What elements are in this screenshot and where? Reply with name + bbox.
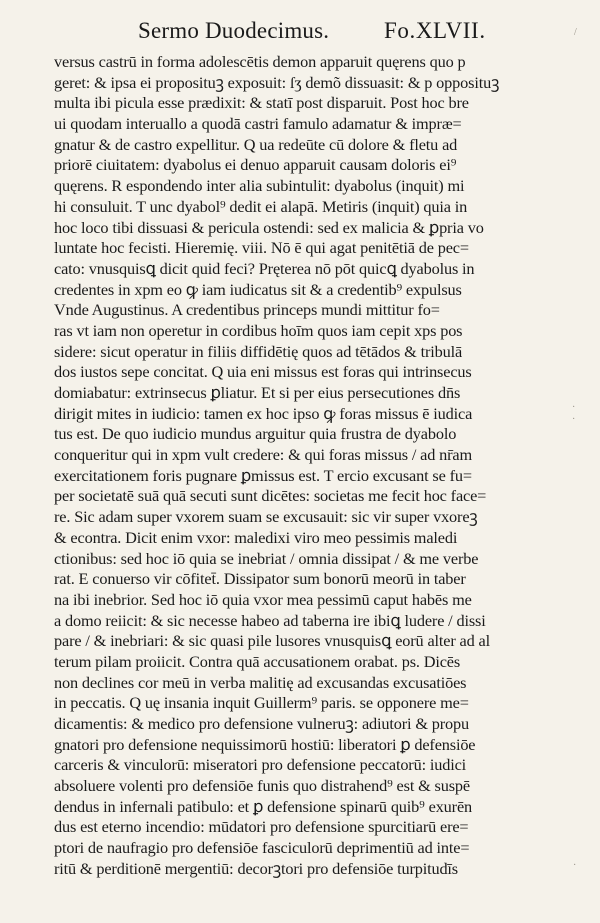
text-line: priorē ciuitatem: dyabolus ei denuo apparuit causam doloris ei⁹ xyxy=(54,155,457,175)
text-line: ras vt iam non operetur in cordibus hoīm quos iam cepit xps pos xyxy=(54,320,463,340)
text-line: dus est eterno incendio: mūdatori pro defensione spurcitiarū ere= xyxy=(54,817,469,837)
page-header xyxy=(138,18,538,50)
margin-mark: · xyxy=(573,860,577,871)
text-line: gnatur & de castro expellitur. Q ua redeūte cū dolore & fletu ad xyxy=(54,134,458,154)
text-line: per societatē suā quā secuti sunt dicētes: societas me fecit hoc face= xyxy=(54,486,487,506)
text-line: versus castrū in forma adolescētis demon apparuit quęrens quo p xyxy=(54,52,466,71)
text-line: dendus in infernali patibulo: et ꝑ defensione spinarū quib⁹ exurēn xyxy=(54,796,473,816)
main-text-block xyxy=(54,52,524,880)
text-line: ctionibus: sed hoc iō quia se inebriat / omnia dissipat / & me verbe xyxy=(54,548,479,568)
text-line: conqueritur qui in xpm vult credere: & qui foras missus / ad nr̄am xyxy=(54,445,472,465)
text-line: & econtra. Dicit enim vxor: maledixi viro meo pessimis maledi xyxy=(54,527,458,547)
text-line: ritū & perditionē mergentiū: decorꝫtori pro defensiōe turpitudīs xyxy=(54,858,458,878)
text-line: Vnde Augustinus. A credentibus princeps mundi mittitur fo= xyxy=(54,300,440,320)
text-line: exercitationem foris pugnare ꝑmissus est. T ercio excusant se fu= xyxy=(54,465,472,485)
running-title: Sermo Duodecimus. xyxy=(138,18,330,43)
text-line: pare / & inebriari: & sic quasi pile lusores vnusquisꝗ eorū alter ad al xyxy=(54,631,490,651)
text-line: gnatori pro defensione nequissimorū hostiū: liberatori ꝑ defensiōe xyxy=(54,734,476,754)
margin-mark: / xyxy=(574,27,577,38)
text-line: in peccatis. Q uę insania inquit Guillerm⁹ paris. se opponere me= xyxy=(54,693,469,713)
text-line: cato: vnusquisꝗ dicit quid feci? Pręterea nō pōt quicꝗ dyabolus in xyxy=(54,258,475,278)
text-line: dos iustos sepe concitat. Q uia eni missus est foras qui intrinsecus xyxy=(54,362,472,382)
margin-mark: · xyxy=(572,414,576,425)
text-line: carceris & vinculorū: miseratori pro defensione peccatorū: iudici xyxy=(54,755,467,775)
text-line: ui quodam interuallo a quodā castri famulo adamatur & impræ= xyxy=(54,114,462,134)
text-line: re. Sic adam super vxorem suam se excusauit: sic vir super vxoreꝫ xyxy=(54,507,478,527)
folio-number: Fo.XLVII. xyxy=(384,18,486,43)
text-line: a domo reiicit: & sic necesse habeo ad taberna ire ibiꝗ ludere / dissi xyxy=(54,610,486,630)
text-line: luntate hoc fecisti. Hieremię. viii. Nō ē qui agat penitētiā de pec= xyxy=(54,238,469,258)
text-line: multa ibi picula esse prædixit: & statī post disparuit. Post hoc bre xyxy=(54,93,469,113)
text-line: sidere: sicut operatur in filiis diffidētię quos ad tētādos & tribulā xyxy=(54,341,463,361)
text-line: ptori de naufragio pro defensiōe fasciculorū deprimentiū ad inte= xyxy=(54,838,470,858)
text-line: dicamentis: & medico pro defensione vulneruꝫ: adiutori & propu xyxy=(54,714,469,733)
text-line: rat. E conuerso vir cōfitet̄. Dissipator sum bonorū meorū in taber xyxy=(54,569,466,589)
text-line: dirigit mites in iudicio: tamen ex hoc ipso ꝙ foras missus ē iudica xyxy=(54,403,473,423)
text-line: hi consuluit. T unc dyabol⁹ dedit ei alapā. Metiris (inquit) quia in xyxy=(54,196,468,216)
text-line: geret: & ipsa ei proposituꝫ exposuit: ſʒ demõ dissuasit: & p opposituꝫ xyxy=(54,72,500,92)
text-line: na ibi inebrior. Sed hoc iō quia vxor mea pessimū caput habēs me xyxy=(54,589,472,609)
text-line: domiabatur: extrinsecus ꝑliatur. Et si per eius persecutiones dn̄s xyxy=(54,383,461,402)
text-line: quęrens. R espondendo inter alia subintulit: dyabolus (inquit) mi xyxy=(54,176,465,196)
text-line: non declines cor meū in verba malitię ad excusandas excusatiōes xyxy=(54,672,467,692)
text-line: tus est. De quo iudicio mundus arguitur quia frustra de dyabolo xyxy=(54,424,457,444)
text-line: hoc loco tibi dissuasi & pericula ostendi: sed ex malicia & ꝑpria vo xyxy=(54,217,484,237)
text-line: terum pilam proiicit. Contra quā accusationem orabat. ps. Dicēs xyxy=(54,651,461,671)
text-line: absoluere volenti pro defensiōe funis quo distrahend⁹ est & suspē xyxy=(54,776,470,796)
margin-mark: · xyxy=(572,402,576,413)
text-line: credentes in xpm eo ꝙ iam iudicatus sit & a credentib⁹ expulsus xyxy=(54,279,462,299)
